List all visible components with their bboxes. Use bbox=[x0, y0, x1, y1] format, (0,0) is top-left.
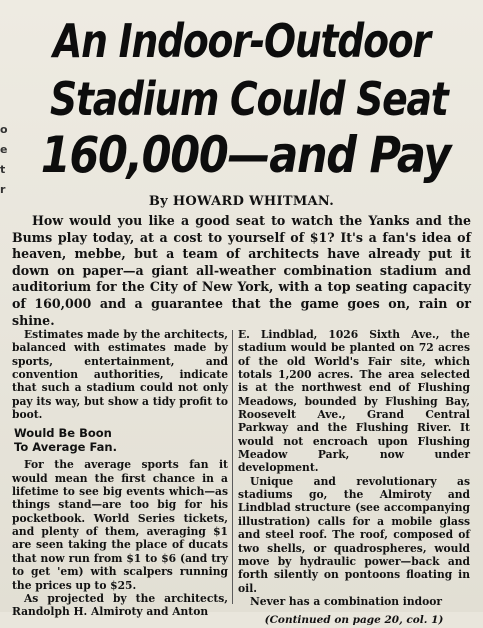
headline-line-3: 160,000—and Pay bbox=[40, 126, 451, 184]
subhead-line-1: Would Be Boon bbox=[14, 426, 112, 441]
right-paragraph-1: E. Lindblad, 1026 Sixth Ave., the stadium would be planted on 72 acres of the old World's Fair site, which totals 1,200 acres. The area selected is at the northwest end of Flushing Meadows, bounded by Flushing Bay, Roosevelt Ave., Grand Central Parkway and the Flushing River. It would not encroach upon Flushing Meadow Park, now under development. bbox=[238, 328, 470, 475]
right-paragraph-2: Unique and revolutionary as stadiums go, the Almiroty and Lindblad structure (see accompanying illustration) calls for a mobile glass and steel roof. The roof, composed of two shells, or quadrospheres, would move by hydraulic power—back and forth silently on pontoons floating in oil. bbox=[238, 474, 470, 595]
lead-paragraph: How would you like a good seat to watch the Yanks and the Bums play today, at a cost to yourself of $1? It's a fan's idea of heaven, mebbe, but a team of architects have already put it down on paper—a giant all-weather combination stadium and auditorium for the City of New York, with a top seating capacity of 160,000 and a guarantee that the game goes on, rain or shine. bbox=[12, 213, 471, 328]
fragment-char: e bbox=[0, 143, 8, 156]
subhead-line-2: To Average Fan. bbox=[14, 440, 117, 455]
column-divider bbox=[232, 330, 233, 604]
byline: By HOWARD WHITMAN. bbox=[148, 194, 335, 209]
fragment-char: t bbox=[0, 163, 6, 176]
left-paragraph-2: For the average sports fan it would mean the first chance in a lifetime to see big events which—as things stand—are too big for his pocketbook. World Series tickets, and plenty of them, averaging $1 are seen taking the place of ducats that now run from $1 to $6 (and try to get 'em) with scalpers running the prices up to $25. bbox=[12, 458, 228, 592]
continued-notice: (Continued on page 20, col. 1) bbox=[264, 614, 444, 627]
subhead bbox=[14, 426, 228, 454]
adjacent-column-fragment bbox=[0, 120, 6, 200]
fragment-char: r bbox=[0, 183, 6, 196]
right-paragraph-3: Never has a combination indoor bbox=[250, 594, 442, 608]
left-paragraph-1: Estimates made by the architects, balanced with estimates made by sports, entertainment, and convention authorities, indicate that such a stadium could not only pay its way, but show a tidy profit to boot. bbox=[12, 328, 228, 422]
headline-line-1: An Indoor-Outdoor bbox=[53, 14, 430, 68]
left-paragraph-3: As projected by the architects, Randolph H. Almiroty and Anton bbox=[12, 591, 228, 619]
right-column bbox=[238, 328, 470, 628]
left-column bbox=[12, 328, 228, 619]
fragment-char: o bbox=[0, 123, 8, 136]
headline-line-2: Stadium Could Seat bbox=[50, 72, 448, 126]
